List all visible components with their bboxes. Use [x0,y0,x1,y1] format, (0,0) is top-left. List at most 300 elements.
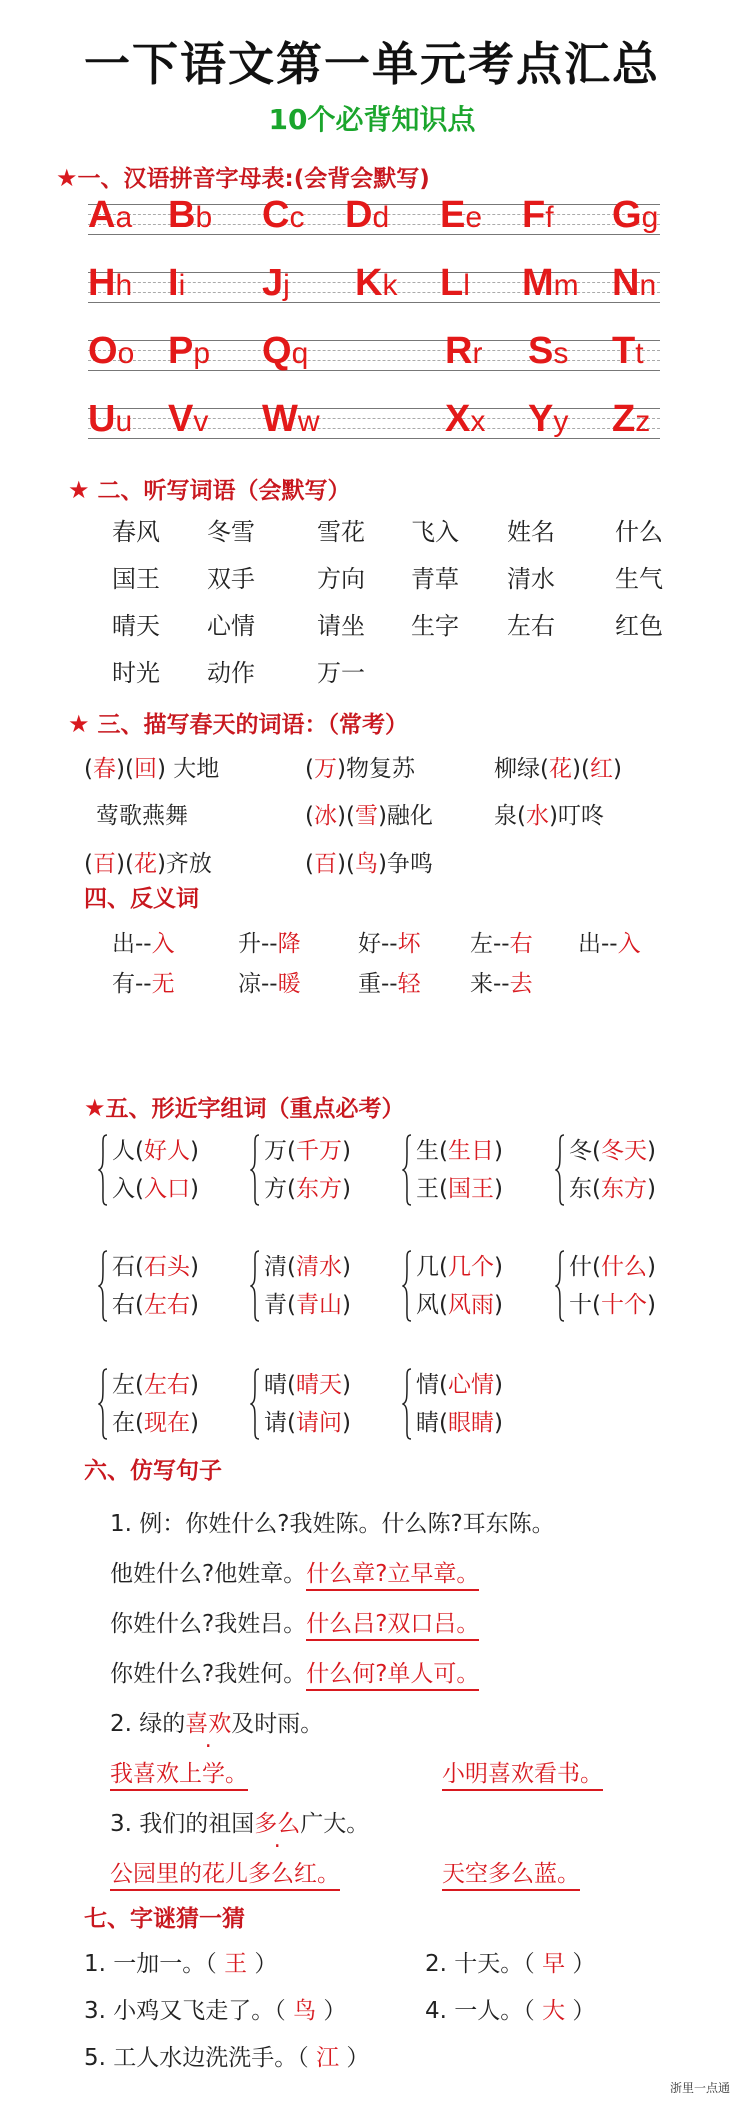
alphabet-row [0,398,744,448]
letter-lower: t [635,337,644,370]
letter-lower: d [372,201,390,234]
similar-char: 王( [416,1176,448,1202]
similar-close: ) [646,1292,656,1318]
letter-upper: E [440,194,466,236]
phrase-part: 雪 [354,803,378,829]
section-1-heading: ★一、汉语拼音字母表:(会背会默写) [56,164,430,192]
similar-char: 石( [112,1254,144,1280]
similar-word: 生日 [447,1138,494,1164]
similar-group [402,1248,552,1328]
riddle-close: ） [572,1951,596,1977]
antonym-word: 好 [358,931,381,957]
brace-icon [98,1250,108,1322]
phrase-part: )叮咚 [548,803,604,829]
alphabet-letter [88,262,132,305]
similar-close: ) [646,1138,656,1164]
letter-upper: L [440,262,464,304]
letter-upper: C [262,194,290,236]
similar-line [416,1404,503,1437]
letter-upper: Z [612,398,636,440]
letter-lower: l [463,269,470,302]
similar-char: 十( [569,1292,601,1318]
brace-icon [250,1250,260,1322]
dictation-word: 心情 [207,612,255,640]
alphabet-letter [345,194,389,237]
letter-upper: W [262,398,298,440]
similar-line [416,1170,503,1203]
similar-word: 千万 [295,1138,342,1164]
riddle-close: ） [323,1998,347,2024]
brace-path [403,1369,411,1439]
phrase-part: )物复苏 [336,756,415,782]
similar-line [264,1170,351,1203]
alphabet-letter [528,330,568,373]
page-subtitle: 10个必背知识点 [268,103,476,136]
similar-line [569,1248,656,1281]
phrase-part: ( [84,756,93,782]
section-2-heading: ★ 二、听写词语（会默写） [68,476,351,504]
sentence-line: 你姓什么?我姓何。什么何?单人可。 [110,1655,479,1688]
letter-lower: n [639,269,657,302]
dictation-word: 晴天 [112,612,160,640]
star-icon: ★ [56,164,78,192]
similar-close: ) [341,1410,351,1436]
phrase-part: )( [336,803,355,829]
similar-line [112,1170,199,1203]
letter-lower: s [553,337,569,370]
phrase-part: ) 大地 [156,756,220,782]
phrase-part: 春 [92,756,116,782]
brace-path [251,1369,259,1439]
dictation-word: 双手 [207,565,255,593]
similar-word: 清水 [295,1254,342,1280]
similar-word: 冬天 [600,1138,647,1164]
brace-path [251,1135,259,1205]
similar-line [416,1248,503,1281]
letter-lower: k [382,269,398,302]
riddle-question: 3. 小鸡又飞走了。（ [84,1998,286,2024]
letter-lower: g [641,201,659,234]
letter-lower: h [115,269,133,302]
similar-word: 好人 [143,1138,190,1164]
letter-lower: j [283,269,290,302]
brace-icon [250,1134,260,1206]
section-3-heading: ★ 三、描写春天的词语：（常考） [68,710,409,738]
similar-group [98,1248,248,1328]
similar-group [555,1248,705,1328]
similar-char: 情( [416,1372,448,1398]
similar-word: 东方 [600,1176,647,1202]
phrase-part: )( [571,756,590,782]
phrase-part: )融化 [377,803,433,829]
dictation-word: 国王 [112,565,160,593]
letter-upper: H [88,262,116,304]
spring-phrase [84,845,212,878]
similar-close: ) [493,1138,503,1164]
letter-upper: V [168,398,194,440]
phrase-part: )( [115,851,134,877]
star-icon: ★ [68,710,90,738]
antonym-word: 来 [470,971,493,997]
similar-word: 几个 [447,1254,494,1280]
brace-path [251,1251,259,1321]
sentence-line: 他姓什么?他姓章。什么章?立早章。 [110,1555,479,1588]
similar-word: 青山 [295,1292,342,1318]
similar-group [98,1366,248,1446]
letter-lower: b [195,201,213,234]
similar-group [250,1248,400,1328]
phrase-part: 花 [548,756,572,782]
letter-upper: F [522,194,546,236]
alphabet-letter [88,194,132,237]
brace-icon [555,1250,565,1322]
riddle-close: ） [346,2045,370,2071]
brace-path [556,1135,564,1205]
phrase-part: 百 [92,851,116,877]
phrase-part: 百 [313,851,337,877]
alphabet-letter [262,330,308,373]
similar-word: 现在 [143,1410,190,1436]
alphabet-row [0,330,744,380]
antonym-answer: 降 [277,931,301,957]
dictation-word: 方向 [317,565,365,593]
antonym-answer: 坏 [397,931,421,957]
similar-char: 请( [264,1410,296,1436]
riddle-question: 1. 一加一。（ [84,1951,217,1977]
antonym-sep: -- [135,931,152,957]
similar-word: 心情 [447,1372,494,1398]
letter-upper: Y [528,398,554,440]
antonym-sep: -- [601,931,618,957]
letter-upper: J [262,262,284,304]
antonym-sep: -- [261,931,278,957]
riddle-answer: 早 [534,1951,573,1977]
similar-close: ) [493,1176,503,1202]
letter-upper: Q [262,330,292,372]
similar-close: ) [341,1176,351,1202]
similar-close: ) [189,1138,199,1164]
similar-line [264,1132,351,1165]
riddle-question: 4. 一人。（ [425,1998,535,2024]
antonym-answer: 无 [151,971,175,997]
similar-char: 生( [416,1138,448,1164]
similar-char: 右( [112,1292,144,1318]
alphabet-letter [440,194,482,237]
phrase-part: )齐放 [156,851,212,877]
similar-char: 风( [416,1292,448,1318]
similar-word: 风雨 [447,1292,494,1318]
alphabet-letter [612,398,650,441]
antonym-answer: 入 [151,931,175,957]
riddle-answer: 江 [308,2045,347,2071]
sentence-example-1: 1. 例：你姓什么?我姓陈。什么陈?耳东陈。 [110,1511,555,1537]
antonym-pair [578,925,641,958]
brace-path [99,1135,107,1205]
antonym-answer: 入 [617,931,641,957]
section-5-heading: ★五、形近字组词（重点必考） [84,1094,405,1122]
alphabet-letter [522,194,554,237]
similar-line [416,1366,503,1399]
antonym-pair [470,965,533,998]
dictation-word: 动作 [207,659,255,687]
alphabet-letter [612,194,658,237]
dictation-word: 什么 [615,518,663,546]
similar-close: ) [189,1176,199,1202]
section-6-heading: 六、仿写句子 [84,1458,222,1484]
antonym-answer: 去 [509,971,533,997]
letter-lower: w [297,405,320,438]
alphabet-letter [445,398,485,441]
dictation-word: 春风 [112,518,160,546]
alphabet-letter [440,262,470,305]
similar-group [250,1366,400,1446]
dictation-word: 生气 [615,565,663,593]
similar-word: 石头 [143,1254,190,1280]
antonym-pair [358,925,421,958]
letter-upper: A [88,194,116,236]
spring-phrase [305,797,433,830]
letter-lower: a [115,201,133,234]
similar-group [402,1132,552,1212]
letter-lower: y [553,405,569,438]
phrase-part: 泉( [494,803,526,829]
antonym-pair [112,925,175,958]
spring-phrase [494,797,604,830]
phrase-part: )( [115,756,134,782]
spring-phrase [96,797,188,830]
antonym-sep: -- [381,971,398,997]
phrase-part: 花 [133,851,157,877]
similar-close: ) [341,1254,351,1280]
letter-lower: m [553,269,579,302]
similar-close: ) [646,1176,656,1202]
similar-char: 左( [112,1372,144,1398]
phrase-part: )争鸣 [377,851,433,877]
riddle-answer: 大 [534,1998,573,2024]
letter-upper: P [168,330,194,372]
brace-icon [402,1134,412,1206]
page-title: 一下语文第一单元考点汇总 [84,37,660,91]
similar-line [264,1366,351,1399]
antonym-sep: -- [493,971,510,997]
similar-close: ) [189,1372,199,1398]
antonym-pair [470,925,533,958]
similar-close: ) [189,1410,199,1436]
letter-upper: K [355,262,383,304]
antonym-answer: 轻 [397,971,421,997]
letter-lower: x [470,405,486,438]
letter-lower: v [193,405,209,438]
letter-upper: X [445,398,471,440]
riddle-answer: 鸟 [285,1998,324,2024]
section-4-heading: 四、反义词 [84,886,199,912]
antonym-sep: -- [381,931,398,957]
similar-close: ) [493,1292,503,1318]
spring-phrase [494,750,622,783]
similar-close: ) [189,1254,199,1280]
similar-group [98,1132,248,1212]
phrase-part: ( [305,803,314,829]
riddle-answer: 王 [216,1951,255,1977]
similar-word: 晴天 [295,1372,342,1398]
letter-upper: G [612,194,642,236]
dictation-word: 请坐 [317,612,365,640]
letter-upper: B [168,194,196,236]
letter-upper: R [445,330,473,372]
dictation-word: 时光 [112,659,160,687]
similar-close: ) [189,1292,199,1318]
similar-group [402,1366,552,1446]
brace-icon [402,1368,412,1440]
similar-group [555,1132,705,1212]
letter-upper: U [88,398,116,440]
letter-lower: c [289,201,305,234]
dictation-word: 万一 [317,659,365,687]
alphabet-letter [612,330,644,373]
letter-lower: f [545,201,554,234]
riddle-close: ） [572,1998,596,2024]
letter-lower: z [635,405,651,438]
star-icon: ★ [84,1094,106,1122]
spring-phrase [305,845,433,878]
similar-word: 入口 [143,1176,190,1202]
similar-char: 睛( [416,1410,448,1436]
similar-line [416,1132,503,1165]
alphabet-letter [168,330,210,373]
similar-char: 晴( [264,1372,296,1398]
riddle [84,1992,346,2025]
similar-close: ) [341,1138,351,1164]
alphabet-row [0,194,744,244]
alphabet-letter [88,330,134,373]
similar-close: ) [341,1292,351,1318]
riddle [84,2039,369,2072]
similar-line [264,1248,351,1281]
dictation-word: 青草 [411,565,459,593]
similar-line [112,1404,199,1437]
antonym-word: 凉 [238,971,261,997]
similar-line [112,1248,199,1281]
letter-lower: p [193,337,211,370]
similar-line [569,1170,656,1203]
alphabet-letter [88,398,132,441]
brace-icon [250,1368,260,1440]
similar-char: 万( [264,1138,296,1164]
sentence-example-2: 2. 绿的喜欢及时雨。 [110,1711,324,1737]
similar-line [264,1286,351,1319]
alphabet-row [0,262,744,312]
similar-close: ) [646,1254,656,1280]
letter-upper: S [528,330,554,372]
letter-lower: e [465,201,483,234]
letter-lower: o [117,337,135,370]
similar-char: 清( [264,1254,296,1280]
alphabet-letter [445,330,482,373]
dictation-word: 红色 [615,612,663,640]
brace-icon [98,1134,108,1206]
sentence-answer: 公园里的花儿多么红。 [110,1855,340,1888]
phrase-part: ) [612,756,622,782]
similar-char: 方( [264,1176,296,1202]
riddle [425,1992,595,2025]
antonym-pair [112,965,175,998]
brace-path [403,1135,411,1205]
phrase-part: )( [336,851,355,877]
similar-word: 什么 [600,1254,647,1280]
antonym-sep: -- [493,931,510,957]
star-icon: ★ [68,476,90,504]
letter-upper: O [88,330,118,372]
similar-char: 青( [264,1292,296,1318]
brace-icon [402,1250,412,1322]
sentence-answer: 我喜欢上学。 [110,1755,248,1788]
spring-phrase [305,750,415,783]
brace-path [99,1369,107,1439]
letter-upper: I [168,262,179,304]
similar-line [569,1286,656,1319]
sentence-line: 你姓什么?我姓吕。什么吕?双口吕。 [110,1605,479,1638]
brace-icon [98,1368,108,1440]
phrase-part: ( [305,756,314,782]
dictation-word: 生字 [411,612,459,640]
alphabet-letter [522,262,579,305]
similar-word: 十个 [600,1292,647,1318]
alphabet-letter [355,262,397,305]
dictation-word: 姓名 [507,518,555,546]
similar-line [416,1286,503,1319]
antonym-pair [238,925,301,958]
dictation-word: 清水 [507,565,555,593]
phrase-part: 冰 [313,803,337,829]
antonym-pair [358,965,421,998]
similar-char: 冬( [569,1138,601,1164]
riddle-question: 5. 工人水边洗洗手。（ [84,2045,309,2071]
antonym-word: 出 [578,931,601,957]
brace-path [99,1251,107,1321]
letter-lower: r [472,337,483,370]
dictation-word: 雪花 [317,518,365,546]
spring-phrase [84,750,219,783]
antonym-word: 升 [238,931,261,957]
similar-char: 什( [569,1254,601,1280]
antonym-answer: 暖 [277,971,301,997]
riddle-question: 2. 十天。（ [425,1951,535,1977]
riddle [84,1945,277,1978]
similar-char: 几( [416,1254,448,1280]
alphabet-letter [612,262,656,305]
letter-lower: u [115,405,133,438]
similar-char: 在( [112,1410,144,1436]
similar-close: ) [493,1372,503,1398]
antonym-word: 左 [470,931,493,957]
similar-char: 东( [569,1176,601,1202]
similar-close: ) [493,1410,503,1436]
antonym-answer: 右 [509,931,533,957]
phrase-part: 万 [313,756,337,782]
antonym-word: 有 [112,971,135,997]
similar-line [264,1404,351,1437]
alphabet-letter [262,262,290,305]
similar-close: ) [493,1254,503,1280]
sentence-answer: 天空多么蓝。 [442,1855,580,1888]
alphabet-letter [262,398,320,441]
similar-line [112,1286,199,1319]
similar-line [112,1366,199,1399]
alphabet-letter [262,194,304,237]
letter-upper: N [612,262,640,304]
phrase-part: 柳绿( [494,756,549,782]
similar-group [250,1132,400,1212]
